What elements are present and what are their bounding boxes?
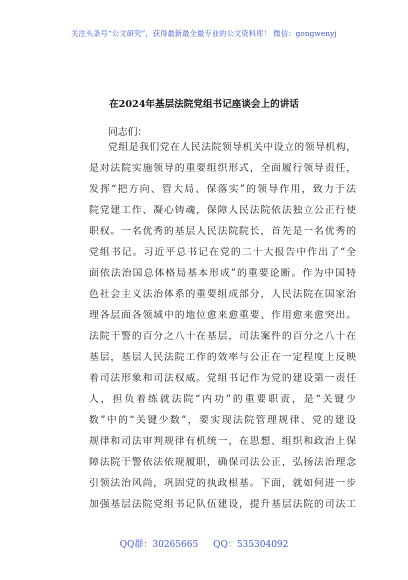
body-line: 色社会主义法治体系的重要组成部分，人民法院在国家治 bbox=[89, 289, 356, 300]
document-title: 在2024年基层法院党组书记座谈会上的讲话 bbox=[109, 99, 299, 110]
footer-qq: QQ：535304092 bbox=[213, 540, 289, 550]
body-line: 法院干警的百分之八十在基层，司法案件的百分之八十在 bbox=[89, 331, 356, 342]
body-line: 理各层面各领域中的地位愈来愈重要、作用愈来愈突出。 bbox=[89, 310, 356, 321]
body-line: 院党建工作、凝心铸魂，保障人民法院依法独立公正行使 bbox=[89, 205, 356, 216]
body-line: 职权。一名优秀的基层人民法院院长，首先是一名优秀的 bbox=[89, 226, 356, 237]
footer-contact bbox=[0, 537, 408, 550]
body-line: 着司法形象和司法权威。党组书记作为党的建设第一责任 bbox=[89, 373, 356, 384]
body-line: 规律和司法审判规律有机统一，在思想、组织和政治上保 bbox=[89, 436, 356, 447]
body-line: 数”中的“关键少数”，要实现法院管理规律、党的建设 bbox=[89, 415, 356, 426]
body-line: 障法院干警依法依规履职，确保司法公正，弘扬法治理念 bbox=[89, 457, 356, 468]
salutation: 同志们： bbox=[108, 127, 148, 138]
body-line: 党组是我们党在人民法院领导机关中设立的领导机构， bbox=[108, 142, 356, 153]
body-line: 面依法治国总体格局基本形成”的重要论断。作为中国特 bbox=[89, 268, 356, 279]
body-line: 引领法治风尚，巩固党的执政根基。下面，就如何进一步 bbox=[89, 478, 356, 489]
body-line: 发挥“把方向、管大局、保落实”的领导作用，致力于法 bbox=[89, 184, 356, 195]
body-line: 加强基层法院党组书记队伍建设，提升基层法院的司法工 bbox=[89, 499, 356, 510]
footer-qq-group: QQ群：30265665 bbox=[119, 540, 199, 550]
body-line: 基层，基层人民法院工作的效率与公正在一定程度上反映 bbox=[89, 352, 356, 363]
header-promo-note: 关注头条号“公文研究”，获得最新最全最专业的公文资料库！ 微信：gongwenyj bbox=[71, 29, 337, 38]
body-line: 人，担负着练就法院“内功”的重要职责，是“关键少 bbox=[89, 394, 356, 405]
body-line: 是对法院实施领导的重要组织形式，全面履行领导责任， bbox=[89, 163, 356, 174]
body-line: 党组书记。习近平总书记在党的二十大报告中作出了“全 bbox=[89, 247, 356, 258]
